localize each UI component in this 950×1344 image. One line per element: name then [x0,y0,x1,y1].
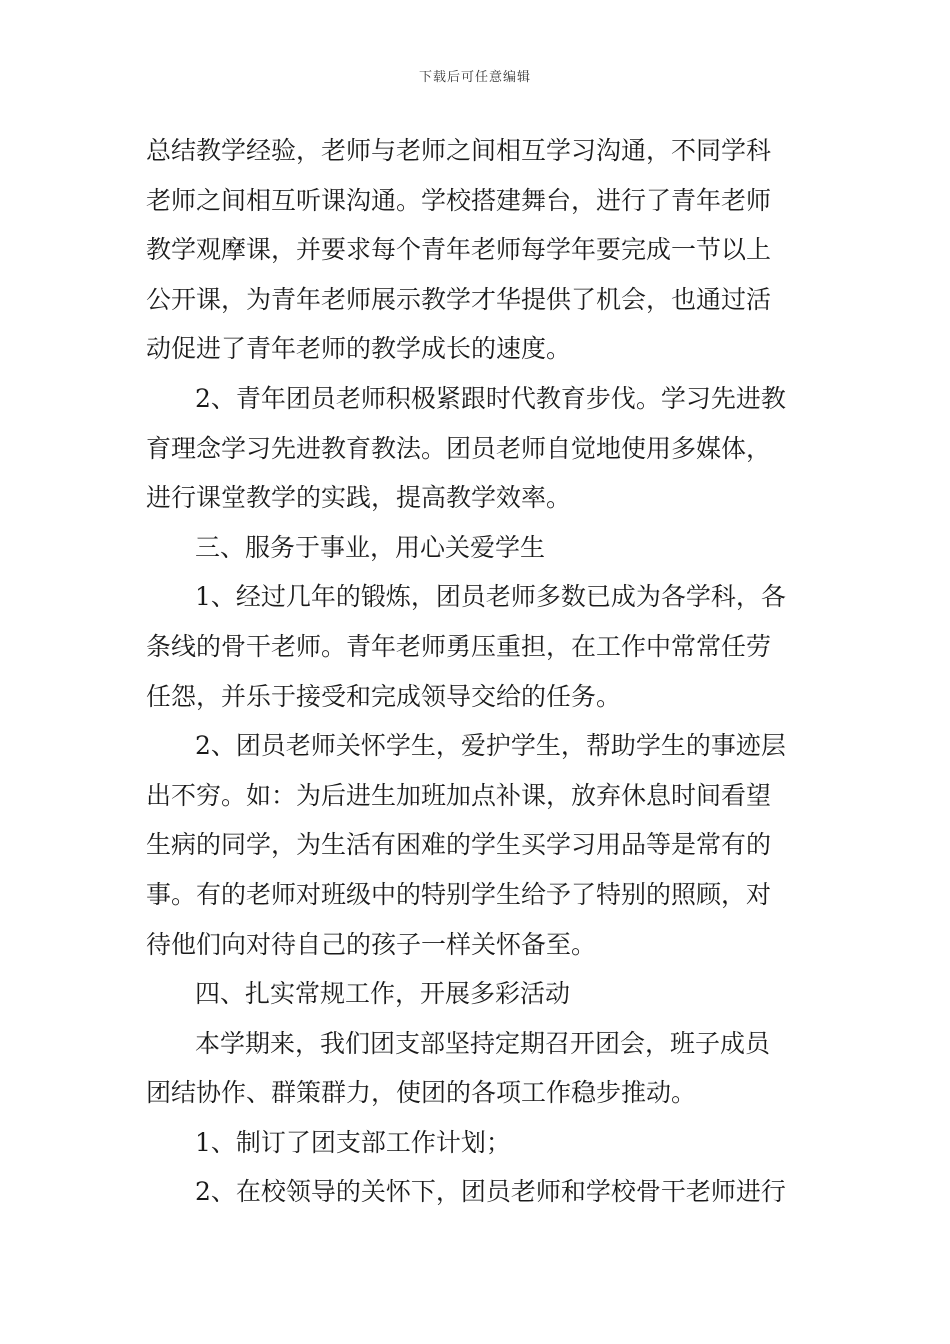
text-line: 条线的骨干老师。青年老师勇压重担，在工作中常常任劳 [146,631,772,661]
section-heading: 三、服务于事业，用心关爱学生 [195,532,546,562]
text-line: 事。有的老师对班级中的特别学生给予了特别的照顾，对 [146,879,772,909]
text-line: 生病的同学，为生活有困难的学生买学习用品等是常有的 [146,830,772,860]
paragraph-start-line: 2、团员老师关怀学生，爱护学生，帮助学生的事迹层 [195,731,786,761]
page-header: 下载后可任意编辑 [418,70,531,85]
section-heading: 四、扎实常规工作，开展多彩活动 [195,979,571,1009]
text-line: 育理念学习先进教育教法。团员老师自觉地使用多媒体， [146,433,772,463]
paragraph-start-line: 本学期来，我们团支部坚持定期召开团会，班子成员 [195,1028,771,1058]
list-item: 2、在校领导的关怀下，团员老师和学校骨干老师进行 [195,1177,786,1207]
paragraph-start-line: 2、青年团员老师积极紧跟时代教育步伐。学习先进教 [195,383,786,413]
document-body [146,126,810,1217]
text-line: 公开课，为青年老师展示教学才华提供了机会，也通过活 [146,284,772,314]
text-line: 待他们向对待自己的孩子一样关怀备至。 [146,929,597,959]
list-item: 1、制订了团支部工作计划； [195,1127,511,1157]
text-line: 任怨，并乐于接受和完成领导交给的任务。 [146,681,622,711]
text-line: 进行课堂教学的实践，提高教学效率。 [146,483,572,513]
text-line: 老师之间相互听课沟通。学校搭建舞台，进行了青年老师 [146,185,772,215]
text-line: 团结协作、群策群力，使团的各项工作稳步推动。 [146,1078,697,1108]
text-line: 出不穷。如：为后进生加班加点补课，放弃休息时间看望 [146,780,772,810]
text-line: 动促进了青年老师的教学成长的速度。 [146,334,572,364]
text-line: 总结教学经验，老师与老师之间相互学习沟通，不同学科 [146,136,772,165]
paragraph-start-line: 1、经过几年的锻炼，团员老师多数已成为各学科，各 [195,582,786,612]
text-line: 教学观摩课，并要求每个青年老师每学年要完成一节以上 [146,235,772,265]
